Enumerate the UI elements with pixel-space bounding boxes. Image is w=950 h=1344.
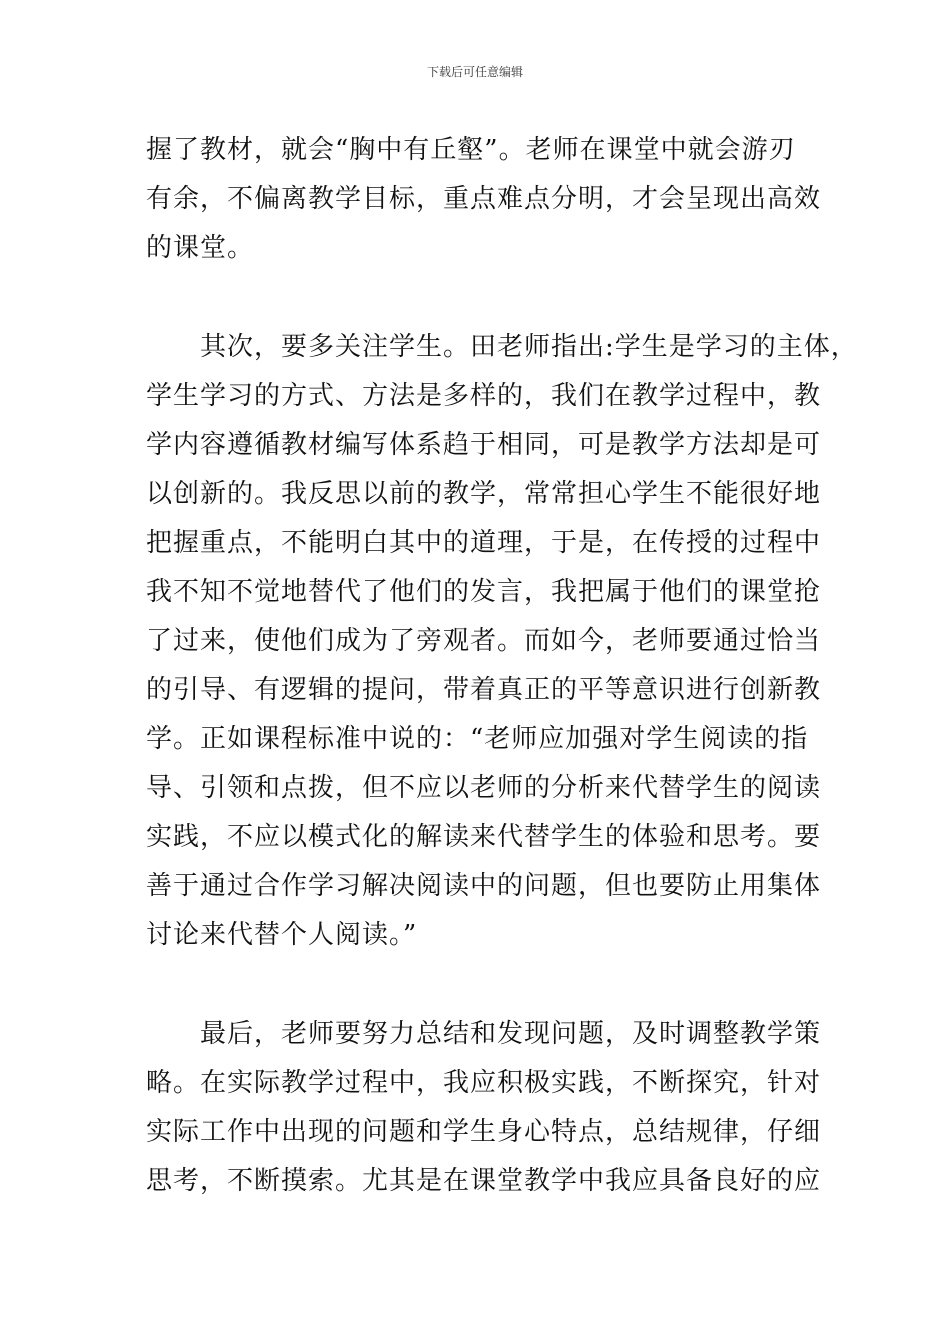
text-line: 我不知不觉地替代了他们的发言，我把属于他们的课堂抢 <box>146 577 822 607</box>
paragraph-2 <box>146 323 858 960</box>
text-line: 学生学习的方式、方法是多样的，我们在教学过程中，教 <box>146 381 822 411</box>
text-line: 其次，要多关注学生。田老师指出:学生是学习的主体， <box>146 332 858 362</box>
paragraph-gap <box>146 960 812 1010</box>
text-line: 最后，老师要努力总结和发现问题，及时调整教学策 <box>146 1019 822 1049</box>
text-line: 实践，不应以模式化的解读来代替学生的体验和思考。要 <box>146 822 822 852</box>
text-line: 的引导、有逻辑的提问，带着真正的平等意识进行创新教 <box>146 675 822 705</box>
text-line: 略。在实际教学过程中，我应积极实践，不断探究，针对 <box>146 1068 822 1098</box>
text-line: 学。正如课程标准中说的：“老师应加强对学生阅读的指 <box>146 724 809 754</box>
paragraph-3 <box>146 1010 822 1206</box>
text-line: 学内容遵循教材编写体系趋于相同，可是教学方法却是可 <box>146 430 822 460</box>
text-line: 思考，不断摸索。尤其是在课堂教学中我应具备良好的应 <box>146 1166 822 1196</box>
text-line: 以创新的。我反思以前的教学，常常担心学生不能很好地 <box>146 479 822 509</box>
text-line: 讨论来代替个人阅读。” <box>146 920 418 950</box>
text-line: 善于通过合作学习解决阅读中的问题，但也要防止用集体 <box>146 871 822 901</box>
text-line: 实际工作中出现的问题和学生身心特点，总结规律，仔细 <box>146 1117 822 1147</box>
paragraph-1 <box>146 126 822 273</box>
text-line: 有余，不偏离教学目标，重点难点分明，才会呈现出高效 <box>146 184 822 214</box>
text-line: 的课堂。 <box>146 233 255 263</box>
body-text <box>146 126 858 1206</box>
paragraph-gap <box>146 273 812 323</box>
text-line: 导、引领和点拨，但不应以老师的分析来代替学生的阅读 <box>146 773 822 803</box>
page-header: 下载后可任意编辑 <box>426 65 523 79</box>
text-line: 了过来，使他们成为了旁观者。而如今，老师要通过恰当 <box>146 626 822 656</box>
text-line: 握了教材，就会“胸中有丘壑”。老师在课堂中就会游刃 <box>146 135 796 165</box>
text-line: 把握重点，不能明白其中的道理，于是，在传授的过程中 <box>146 528 822 558</box>
